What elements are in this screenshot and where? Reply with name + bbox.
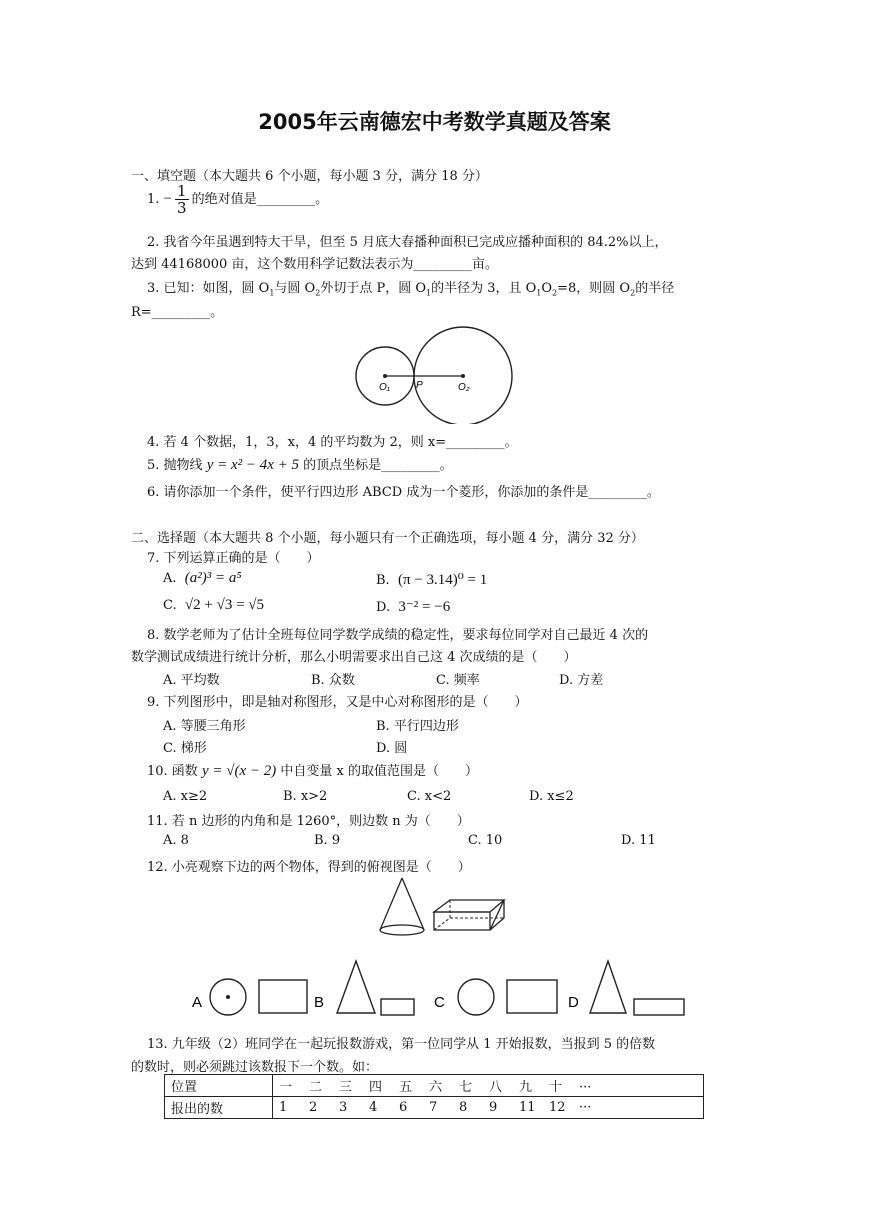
q11-option-a: A. 8 <box>163 833 189 848</box>
option-d-label: D <box>568 994 579 1011</box>
question-13-line1: 13. 九年级（2）班同学在一起玩报数游戏，第一位同学从 1 开始报数，当报到 5 的倍数 <box>147 1037 656 1052</box>
question-1 <box>147 183 328 216</box>
q8-option-a: A. 平均数 <box>163 673 220 688</box>
option-a-label: A <box>192 994 203 1011</box>
table-header-position: 位置 <box>165 1075 273 1097</box>
q1-number: 1. <box>147 192 160 207</box>
table-row <box>165 1097 704 1119</box>
q1-denominator: 3 <box>177 199 187 217</box>
number-cells: 1 2 3 4 6 7 8 9 11 12 ··· <box>273 1097 704 1119</box>
q1-fraction <box>175 183 189 216</box>
question-2-line1: 2. 我省今年虽遇到特大干旱，但至 5 月底大春播种面积已完成应播种面积的 84.2%以上， <box>147 235 668 250</box>
option-c-label: C <box>434 994 445 1011</box>
tangent-circles-figure <box>350 318 520 424</box>
question-2-line2: 达到 44168000 亩，这个数用科学记数法表示为_________亩。 <box>131 257 498 272</box>
q8-option-c: C. 频率 <box>436 673 480 688</box>
q9-option-d: D. 圆 <box>376 741 408 756</box>
table-row <box>165 1075 704 1097</box>
question-13-line2: 的数时，则必须跳过该数报下一个数。如： <box>131 1060 379 1075</box>
label-p: P <box>416 380 423 391</box>
q1-text: 的绝对值是_________。 <box>191 192 329 207</box>
question-12-stem: 12. 小亮观察下边的两个物体，得到的俯视图是（ ） <box>147 860 471 875</box>
label-o1: O₁ <box>379 382 390 393</box>
cone-base <box>380 925 424 935</box>
question-8-line2: 数学测试成绩进行统计分析，那么小明需要求出自己这 4 次成绩的是（ ） <box>131 650 577 665</box>
question-10-stem: 10. 函数 y = √(x − 2) 中自变量 x 的取值范围是（ ） <box>147 763 478 779</box>
q11-option-b: B. 9 <box>314 833 341 848</box>
q1-numerator: 1 <box>177 182 187 200</box>
q7-option-d: D. 3⁻² = −6 <box>376 599 451 615</box>
question-6: 6. 请你添加一个条件，使平行四边形 ABCD 成为一个菱形，你添加的条件是_________。 <box>147 485 660 500</box>
q9-option-a: A. 等腰三角形 <box>163 719 246 734</box>
question-4: 4. 若 4 个数据，1，3，x，4 的平均数为 2，则 x=_________。 <box>147 435 518 450</box>
page-title: 2005年云南德宏中考数学真题及答案 <box>258 110 611 134</box>
position-cells: 一 二 三 四 五 六 七 八 九 十 ··· <box>273 1075 704 1097</box>
question-11-stem: 11. 若 n 边形的内角和是 1260°，则边数 n 为（ ） <box>147 814 470 829</box>
question-3-line2: R=_________。 <box>131 305 224 320</box>
q9-option-b: B. 平行四边形 <box>376 719 459 734</box>
question-8-line1: 8. 数学老师为了估计全班每位同学数学成绩的稳定性，要求每位同学对自己最近 4 次的 <box>147 628 649 643</box>
section-2-heading: 二、选择题（本大题共 8 个小题，每小题只有一个正确选项，每小题 4 分，满分 32 分） <box>131 531 644 546</box>
label-o2: O₂ <box>458 382 470 393</box>
q7-option-a: A. (a²)³ = a⁵ <box>163 570 242 586</box>
question-5: 5. 抛物线 y = x² − 4x + 5 的顶点坐标是_________。 <box>147 457 453 473</box>
q8-option-d: D. 方差 <box>559 673 604 688</box>
q8-option-b: B. 众数 <box>311 673 355 688</box>
q10-option-a: A. x≥2 <box>163 789 208 804</box>
question-9-stem: 9. 下列图形中，即是轴对称图形，又是中心对称图形的是（ ） <box>147 695 528 710</box>
top-view-options-figure <box>188 955 698 1021</box>
option-b-label: B <box>314 994 325 1011</box>
q7-option-b: B. (π − 3.14)⁰ = 1 <box>376 572 488 588</box>
q7-option-c: C. √2 + √3 = √5 <box>163 597 265 613</box>
question-7-stem: 7. 下列运算正确的是（ ） <box>147 551 320 566</box>
q10-option-b: B. x>2 <box>283 789 328 804</box>
q11-option-d: D. 11 <box>621 833 656 848</box>
table-header-number: 报出的数 <box>165 1097 273 1119</box>
q9-option-c: C. 梯形 <box>163 741 207 756</box>
question-3-line1: 3. 已知：如图，圆 $O_1$与圆 $O_2$外切于点 P，圆 $O_1$的半径为 3，且 $O_1O_2=8$，则圆 $O_2$的半径 <box>147 281 675 298</box>
q11-option-c: C. 10 <box>468 833 503 848</box>
q5-expression: y = x² − 4x + 5 <box>206 457 300 473</box>
q10-expression: y = √(x − 2) <box>201 763 277 779</box>
q10-option-c: C. x<2 <box>407 789 452 804</box>
q1-minus: − <box>163 191 173 207</box>
q10-option-d: D. x≤2 <box>529 789 574 804</box>
section-1-heading: 一、填空题（本大题共 6 个小题，每小题 3 分，满分 18 分） <box>131 169 488 184</box>
solid-objects-figure <box>370 874 510 944</box>
counting-table <box>164 1074 704 1119</box>
